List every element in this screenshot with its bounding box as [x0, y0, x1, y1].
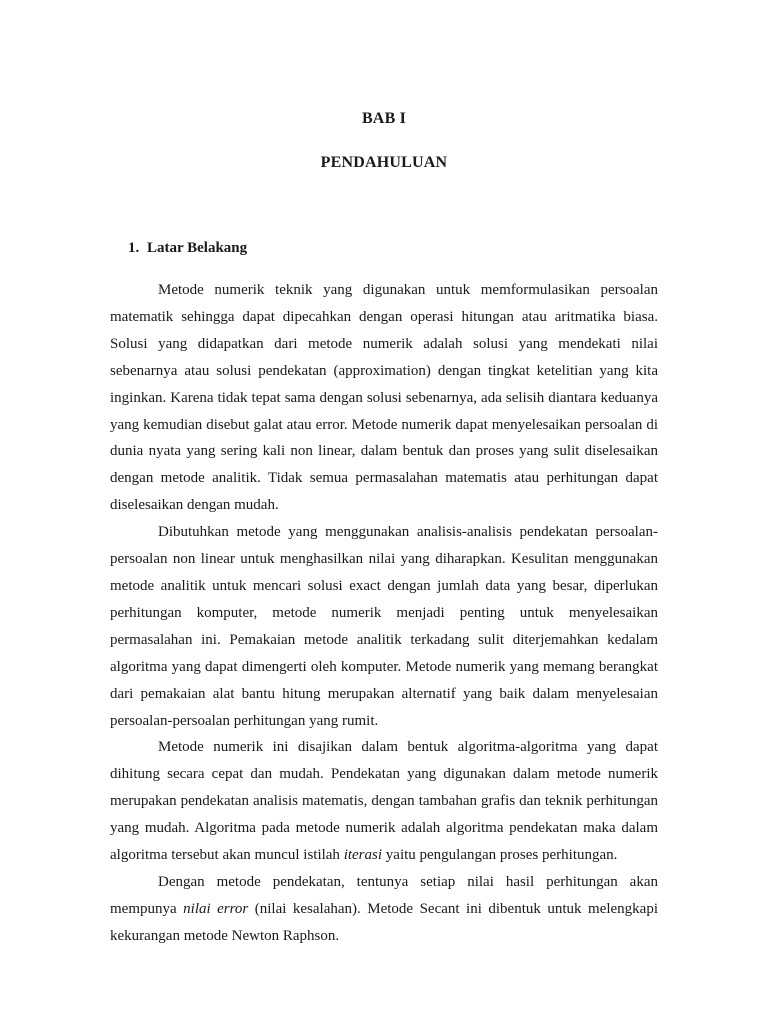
body-text	[110, 277, 658, 950]
paragraph-text: Dengan metode pendekatan, tentunya setiap nilai hasil perhitungan akan mempunya	[110, 873, 658, 917]
paragraph: Metode numerik teknik yang digunakan untuk memformulasikan persoalan matematik sehingga dapat dipecahkan dengan operasi hitungan atau aritmatika biasa. Solusi yang didapatkan dari metode numerik adalah solusi yang mendekati nilai sebenarnya atau solusi pendekatan (approximation) dengan tingkat ketelitian yang kita inginkan. Karena tidak tepat sama dengan solusi sebenarnya, ada selisih diantara keduanya yang kemudian disebut galat atau error. Metode numerik dapat menyelesaikan persoalan di dunia nyata yang sering kali non linear, dalam bentuk dan proses yang sulit diselesaikan dengan metode analitik. Tidak semua permasalahan matematis atau perhitungan dapat diselesaikan dengan mudah.	[110, 282, 658, 514]
chapter-title: PENDAHULUAN	[320, 154, 448, 171]
paragraph-text: (nilai kesalahan). Metode Secant ini dibentuk untuk melengkapi kekurangan metode Newton Raphson.	[110, 900, 659, 944]
paragraph-text: yaitu pengulangan proses perhitungan.	[382, 847, 618, 864]
chapter-number: BAB I	[361, 110, 407, 127]
section-number: 1.	[128, 240, 140, 256]
section-heading	[128, 240, 247, 257]
paragraph	[110, 734, 658, 869]
emphasized-term: iterasi	[343, 847, 383, 864]
paragraph	[110, 869, 658, 950]
paragraph-text: Metode numerik ini disajikan dalam bentuk algoritma-algoritma yang dapat dihitung secara cepat dan mudah. Pendekatan yang digunakan dalam metode numerik merupakan pendekatan analisis matematis, dengan tambahan grafis dan teknik perhitungan yang mudah. Algoritma pada metode numerik adalah algoritma pendekatan maka dalam algoritma tersebut akan muncul istilah	[110, 739, 658, 864]
section-title: Latar Belakang	[147, 240, 248, 256]
emphasized-term: nilai error	[183, 900, 249, 917]
paragraph: Dibutuhkan metode yang menggunakan analisis-analisis pendekatan persoalan-persoalan non linear untuk menghasilkan nilai yang diharapkan. Kesulitan menggunakan metode analitik untuk mencari solusi exact dengan jumlah data yang besar, diperlukan perhitungan komputer, metode numerik menjadi penting untuk menyelesaikan permasalahan ini. Pemakaian metode analitik terkadang sulit diterjemahkan kedalam algoritma yang dapat dimengerti oleh komputer. Metode numerik yang memang berangkat dari pemakaian alat bantu hitung merupakan alternatif yang baik dalam menyelesaian persoalan-persoalan perhitungan yang rumit.	[110, 524, 658, 729]
